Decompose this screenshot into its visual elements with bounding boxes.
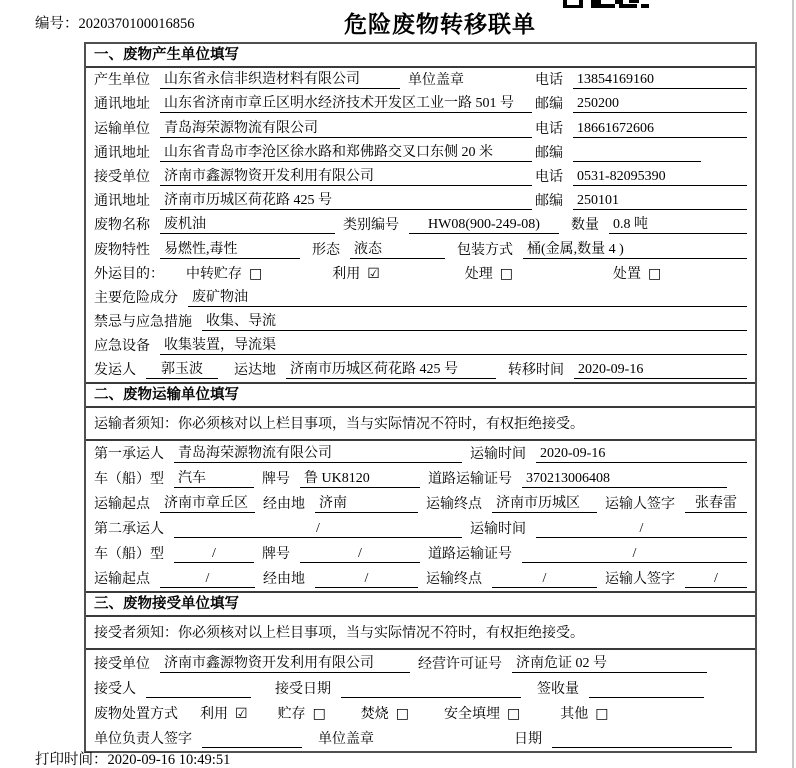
vehicle-type-row [86, 466, 755, 491]
transporter-zip-group [535, 142, 747, 162]
checkbox-icon: □ [648, 265, 662, 282]
receiver-address-label: 通讯地址 [94, 194, 150, 210]
section-3-header: 三、废物接受单位填写 [86, 591, 755, 617]
disposal-option-landfill: 安全填埋 □ [444, 706, 521, 722]
receiver-zip-label: 邮编 [535, 194, 563, 210]
vehicle-type-2-value: / [174, 546, 254, 563]
disposal-option-utilize: 利用 ☑ [200, 706, 248, 722]
vehicle-type-row-2 [86, 541, 755, 566]
emergency-equipment-value: 收集装置，导流渠 [160, 334, 747, 355]
received-qty-label: 签收量 [537, 681, 579, 697]
producer-address-label: 通讯地址 [94, 97, 150, 113]
producer-unit-label: 产生单位 [94, 73, 150, 89]
transport-time-2-label: 运输时间 [470, 522, 526, 538]
receiver-unit-row [86, 165, 755, 189]
sender-value: 郭玉波 [146, 358, 218, 379]
emergency-measures-value: 收集、导流 [202, 310, 747, 331]
producer-zip-value: 250200 [573, 96, 747, 113]
receiver-phone-label: 电话 [535, 169, 563, 185]
receiver-address-row [86, 189, 755, 213]
producer-zip-group [535, 93, 747, 113]
transfer-time-label: 转移时间 [508, 363, 564, 379]
plate-value: 鲁 UK8120 [300, 467, 420, 488]
purpose-option-treat: 处理 □ [464, 265, 514, 282]
second-carrier-row [86, 516, 755, 541]
carrier-sign-label: 运输人签字 [605, 497, 675, 513]
transporter-notice: 运输者须知：你必须核对以上栏目事项，当与实际情况不符时，有权拒绝接受。 [86, 408, 755, 441]
disposal-option-store: 贮存 □ [277, 706, 326, 722]
transfer-purpose-label: 外运目的： [94, 266, 164, 282]
accepting-unit-value: 济南市鑫源物资开发利用有限公司 [160, 652, 410, 673]
responsible-sign-value [202, 731, 302, 748]
transporter-address-row [86, 141, 755, 165]
route-end-value: 济南市历城区 [492, 492, 597, 513]
plate-2-label: 牌号 [262, 547, 290, 563]
transport-time-label: 运输时间 [470, 447, 526, 463]
transporter-unit-value: 青岛海荣源物流有限公司 [160, 117, 532, 138]
waste-category-label: 类别编号 [343, 218, 399, 234]
seal-date-value [552, 731, 732, 748]
qr-code-fragment [563, 0, 649, 8]
received-qty-value [589, 681, 704, 698]
first-carrier-label: 第一承运人 [94, 447, 164, 463]
emergency-equipment-label: 应急设备 [94, 339, 150, 355]
checkbox-checked-icon: ☑ [235, 706, 248, 722]
hazard-component-row [86, 286, 755, 310]
route-row-2 [86, 566, 755, 591]
second-carrier-label: 第二承运人 [94, 522, 164, 538]
producer-zip-label: 邮编 [535, 97, 563, 113]
section-2-header: 二、废物运输单位填写 [86, 382, 755, 408]
route-via-value: 济南 [315, 492, 418, 513]
receiver-notice: 接受者须知：你必须核对以上栏目事项，当与实际情况不符时，有权拒绝接受。 [86, 617, 755, 650]
transporter-address-value: 山东省青岛市李沧区徐水路和郑佛路交叉口东侧 20 米 [160, 141, 532, 162]
accept-date-value [341, 681, 521, 698]
checkbox-checked-icon: ☑ [367, 265, 380, 282]
sender-label: 发运人 [94, 363, 136, 379]
waste-property-label: 废物特性 [94, 242, 150, 258]
doc-number-value: 2020370100016856 [78, 16, 195, 32]
emergency-measures-row [86, 310, 755, 334]
waste-name-row [86, 213, 755, 237]
section-transport [86, 382, 755, 591]
route-end-2-value: / [492, 571, 597, 588]
route-end-2-label: 运输终点 [426, 572, 482, 588]
unit-seal-label: 单位盖章 [408, 73, 464, 89]
route-start-value: 济南市章丘区 [160, 492, 255, 513]
vehicle-type-2-label: 车（船）型 [94, 547, 164, 563]
producer-unit-row [86, 68, 755, 92]
packing-value: 桶(金属,数量 4 ) [523, 238, 747, 259]
transport-time-value: 2020-09-16 [536, 446, 747, 463]
section-producer [86, 44, 755, 382]
print-time-value: 2020-09-16 10:49:51 [107, 752, 231, 768]
form-table [84, 42, 757, 753]
sender-row [86, 358, 755, 382]
checkbox-icon: □ [249, 265, 263, 282]
carrier-sign-2-value: / [685, 571, 747, 588]
second-carrier-value: / [174, 521, 462, 538]
vehicle-type-value: 汽车 [174, 467, 254, 488]
responsible-sign-label: 单位负责人签字 [94, 732, 192, 748]
purpose-option-storage: 中转贮存 □ [186, 265, 263, 282]
receiver-phone-value: 0531-82095390 [573, 169, 747, 186]
print-time [35, 748, 230, 768]
purpose-option-utilize: 利用 ☑ [332, 265, 380, 282]
plate-2-value: / [300, 546, 420, 563]
receiver-unit-label: 接受单位 [94, 169, 150, 185]
transport-time-2-value: / [536, 521, 747, 538]
destination-label: 运达地 [234, 363, 276, 379]
route-via-label: 经由地 [263, 497, 305, 513]
waste-name-value: 废机油 [160, 213, 335, 234]
acceptor-row [86, 676, 755, 701]
license-value: 济南危证 02 号 [512, 652, 707, 673]
producer-phone-label: 电话 [535, 73, 563, 89]
route-via-2-label: 经由地 [263, 572, 305, 588]
accept-date-label: 接受日期 [275, 681, 331, 697]
checkbox-icon: □ [507, 706, 521, 722]
receiver-unit-value: 济南市鑫源物资开发利用有限公司 [160, 165, 532, 186]
carrier-sign-2-label: 运输人签字 [605, 572, 675, 588]
waste-category-value: HW08(900-249-08) [409, 217, 559, 234]
producer-address-value: 山东省济南市章丘区明水经济技术开发区工业一路 501 号 [160, 92, 532, 113]
waste-property-value: 易燃性,毒性 [160, 238, 300, 259]
transporter-phone-label: 电话 [535, 121, 563, 137]
route-start-2-label: 运输起点 [94, 572, 150, 588]
disposal-option-other: 其他 □ [560, 706, 609, 722]
waste-quantity-label: 数量 [571, 218, 599, 234]
checkbox-icon: □ [499, 265, 514, 282]
checkbox-icon: □ [595, 706, 609, 722]
waste-form-value: 液态 [350, 238, 445, 259]
emergency-measures-label: 禁忌与应急措施 [94, 315, 192, 331]
transporter-phone-group [535, 118, 747, 138]
disposal-option-incinerate: 焚烧 □ [360, 706, 410, 722]
transfer-purpose-row [86, 262, 755, 286]
route-start-2-value: / [160, 571, 255, 588]
page-title: 危险废物转移联单 [344, 12, 536, 37]
vehicle-type-label: 车（船）型 [94, 472, 164, 488]
hazard-component-label: 主要危险成分 [94, 290, 178, 306]
hazard-component-value: 废矿物油 [188, 286, 747, 307]
road-permit-2-value: / [522, 546, 747, 563]
waste-property-row [86, 237, 755, 261]
section-receiver [86, 591, 755, 751]
transporter-unit-label: 运输单位 [94, 121, 150, 137]
packing-label: 包装方式 [457, 242, 513, 258]
purpose-option-dispose: 处置 □ [613, 265, 662, 282]
road-permit-2-label: 道路运输证号 [428, 547, 512, 563]
producer-unit-value: 山东省永信非织造材料有限公司 [160, 68, 400, 89]
receiver-seal-label: 单位盖章 [318, 732, 374, 748]
receiver-zip-value: 250101 [573, 193, 747, 210]
receiver-zip-group [535, 190, 747, 210]
transporter-phone-value: 18661672606 [573, 121, 747, 138]
checkbox-icon: □ [312, 706, 326, 722]
transporter-zip-label: 邮编 [535, 145, 563, 161]
accepting-unit-row [86, 650, 755, 675]
license-label: 经营许可证号 [418, 656, 502, 672]
first-carrier-row [86, 441, 755, 466]
transfer-time-value: 2020-09-16 [574, 362, 747, 379]
producer-phone-group [535, 69, 747, 89]
waste-form-label: 形态 [312, 242, 340, 258]
carrier-sign-value: 张春雷 [685, 492, 747, 513]
page-right-edge [792, 0, 794, 768]
route-end-label: 运输终点 [426, 497, 482, 513]
route-via-2-value: / [315, 571, 418, 588]
plate-label: 牌号 [262, 472, 290, 488]
waste-quantity-value: 0.8 吨 [609, 213, 747, 234]
road-permit-value: 370213006408 [522, 471, 727, 488]
transporter-unit-row [86, 116, 755, 140]
emergency-equipment-row [86, 334, 755, 358]
acceptor-label: 接受人 [94, 681, 136, 697]
road-permit-label: 道路运输证号 [428, 472, 512, 488]
transporter-address-label: 通讯地址 [94, 145, 150, 161]
first-carrier-value: 青岛海荣源物流有限公司 [174, 442, 462, 463]
producer-phone-value: 13854169160 [573, 72, 747, 89]
section-1-header: 一、废物产生单位填写 [86, 44, 755, 68]
acceptor-value [146, 681, 251, 698]
route-start-label: 运输起点 [94, 497, 150, 513]
print-time-label: 打印时间： [35, 752, 108, 768]
route-row-1 [86, 491, 755, 516]
waste-name-label: 废物名称 [94, 218, 150, 234]
disposal-method-row [86, 701, 755, 726]
transporter-zip-value [573, 145, 701, 162]
seal-date-label: 日期 [514, 732, 542, 748]
producer-address-row [86, 92, 755, 116]
checkbox-icon: □ [395, 706, 410, 722]
disposal-method-label: 废物处置方式 [94, 707, 178, 722]
receiver-address-value: 济南市历城区荷花路 425 号 [160, 189, 532, 210]
accepting-unit-label: 接受单位 [94, 656, 150, 672]
doc-number-label: 编号： [35, 16, 79, 32]
destination-value: 济南市历城区荷花路 425 号 [286, 358, 496, 379]
receiver-phone-group [535, 166, 747, 186]
